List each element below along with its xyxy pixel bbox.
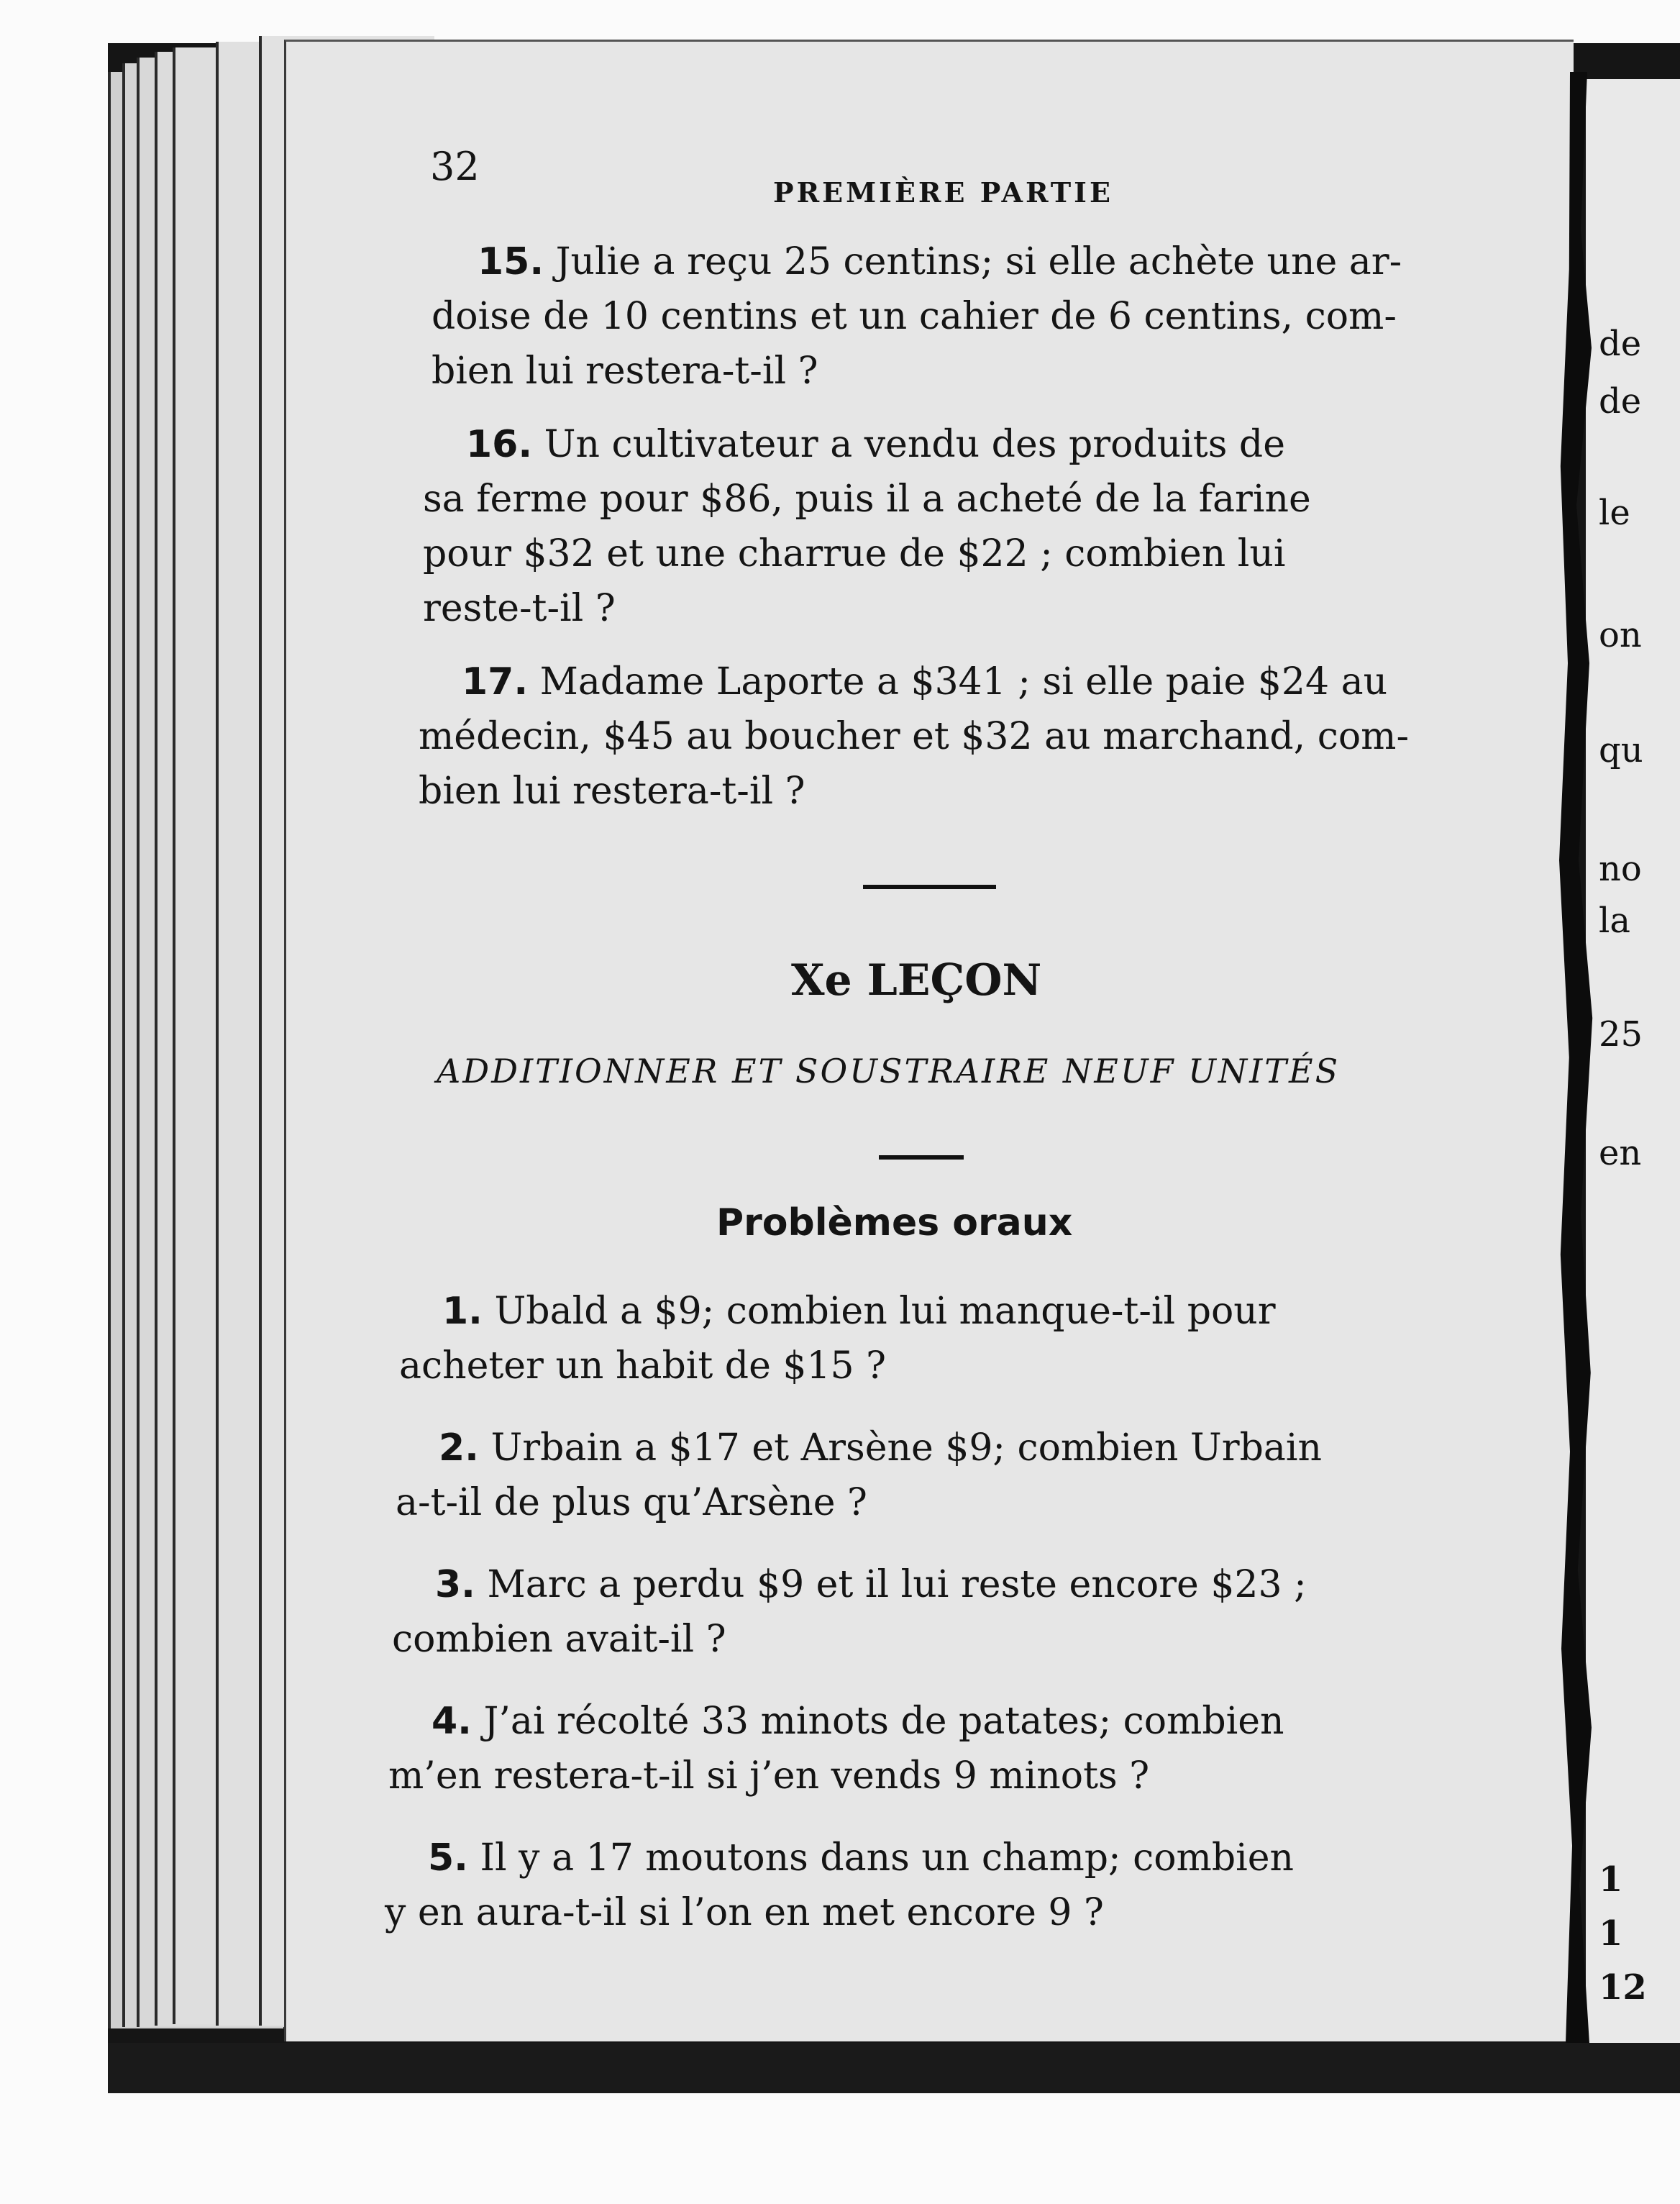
problem-number: 5. xyxy=(428,1836,468,1880)
facing-fragment: la xyxy=(1599,901,1630,941)
problem-number: 2. xyxy=(439,1426,479,1470)
facing-fragment: le xyxy=(1599,493,1630,533)
facing-fragment: on xyxy=(1599,615,1642,655)
problem-text-line: Urbain a $17 et Arsène $9; combien Urbain xyxy=(490,1426,1323,1470)
problem-text-line: m’en restera-t-il si j’en vends 9 minots ? xyxy=(388,1754,1150,1798)
problem-first-line xyxy=(385,1831,1294,1885)
section-divider xyxy=(879,1155,964,1160)
problem-text-line: pour $32 et une charrue de $22 ; combien lui xyxy=(423,532,1286,575)
problem-first-line xyxy=(432,234,1402,289)
oral-problem-5 xyxy=(385,1831,1294,1940)
problem-first-line xyxy=(392,1557,1307,1612)
facing-fragment: en xyxy=(1599,1133,1642,1173)
facing-fragment: 25 xyxy=(1599,1014,1643,1055)
problem-16 xyxy=(423,417,1311,636)
lesson-title: Xe LEÇON xyxy=(791,955,1042,1006)
problem-number: 1. xyxy=(442,1290,483,1333)
problem-text-line: bien lui restera-t-il ? xyxy=(432,350,818,393)
scan-margin xyxy=(0,2093,1680,2204)
problem-text-line: bien lui restera-t-il ? xyxy=(419,770,805,813)
section-divider xyxy=(863,885,996,889)
facing-fragment: 1 xyxy=(1599,1913,1623,1954)
running-title: PREMIÈRE PARTIE xyxy=(773,176,1113,209)
problem-text-line: Marc a perdu $9 et il lui reste encore $23 ; xyxy=(487,1563,1307,1606)
facing-fragment: no xyxy=(1599,849,1642,889)
problem-text-line: Ubald a $9; combien lui manque-t-il pour xyxy=(494,1290,1276,1333)
problem-text-line: sa ferme pour $86, puis il a acheté de la farine xyxy=(423,478,1311,521)
problem-first-line xyxy=(396,1421,1322,1475)
problem-number: 15. xyxy=(478,240,544,283)
problem-text-line: J’ai récolté 33 minots de patates; combien xyxy=(483,1700,1284,1743)
facing-fragment: de xyxy=(1599,381,1642,422)
facing-fragment: 1 xyxy=(1599,1859,1623,1900)
problem-text-line: Un cultivateur a vendu des produits de xyxy=(544,423,1285,466)
problem-first-line xyxy=(419,655,1409,709)
problem-text-line: combien avait-il ? xyxy=(392,1618,726,1661)
problem-text-line: Il y a 17 moutons dans un champ; combien xyxy=(480,1836,1295,1880)
problem-15 xyxy=(432,234,1402,399)
book-bottom-shadow xyxy=(108,2043,1680,2093)
problem-text-line: acheter un habit de $15 ? xyxy=(399,1344,887,1388)
problem-text-line: doise de 10 centins et un cahier de 6 centins, com- xyxy=(432,295,1397,338)
facing-fragment: 12 xyxy=(1599,1967,1647,2008)
facing-fragment: de xyxy=(1599,324,1642,364)
problem-text-line: reste-t-il ? xyxy=(423,587,616,630)
problem-number: 3. xyxy=(435,1563,475,1606)
oral-problem-4 xyxy=(388,1694,1284,1803)
problem-first-line xyxy=(423,417,1311,472)
lesson-subtitle: ADDITIONNER ET SOUSTRAIRE NEUF UNITÉS xyxy=(437,1052,1341,1090)
problem-first-line xyxy=(388,1694,1284,1749)
problem-text-line: Julie a reçu 25 centins; si elle achète une ar- xyxy=(555,240,1402,283)
problem-text-line: a-t-il de plus qu’Arsène ? xyxy=(396,1481,867,1524)
oral-problem-2 xyxy=(396,1421,1322,1530)
problem-number: 4. xyxy=(432,1700,472,1743)
problem-text-line: y en aura-t-il si l’on en met encore 9 ? xyxy=(385,1891,1104,1934)
oral-problem-3 xyxy=(392,1557,1307,1667)
problem-text-line: médecin, $45 au boucher et $32 au marchand, com- xyxy=(419,715,1410,758)
problem-number: 16. xyxy=(466,423,533,466)
oral-problem-1 xyxy=(399,1284,1276,1393)
problem-17 xyxy=(419,655,1409,819)
section-title: Problèmes oraux xyxy=(716,1201,1073,1244)
problem-text-line: Madame Laporte a $341 ; si elle paie $24 au xyxy=(539,660,1388,703)
facing-fragment: qu xyxy=(1599,730,1643,770)
problem-first-line xyxy=(399,1284,1276,1339)
page-number: 32 xyxy=(430,144,480,189)
problem-number: 17. xyxy=(462,660,529,703)
facing-page xyxy=(1586,79,1680,2043)
